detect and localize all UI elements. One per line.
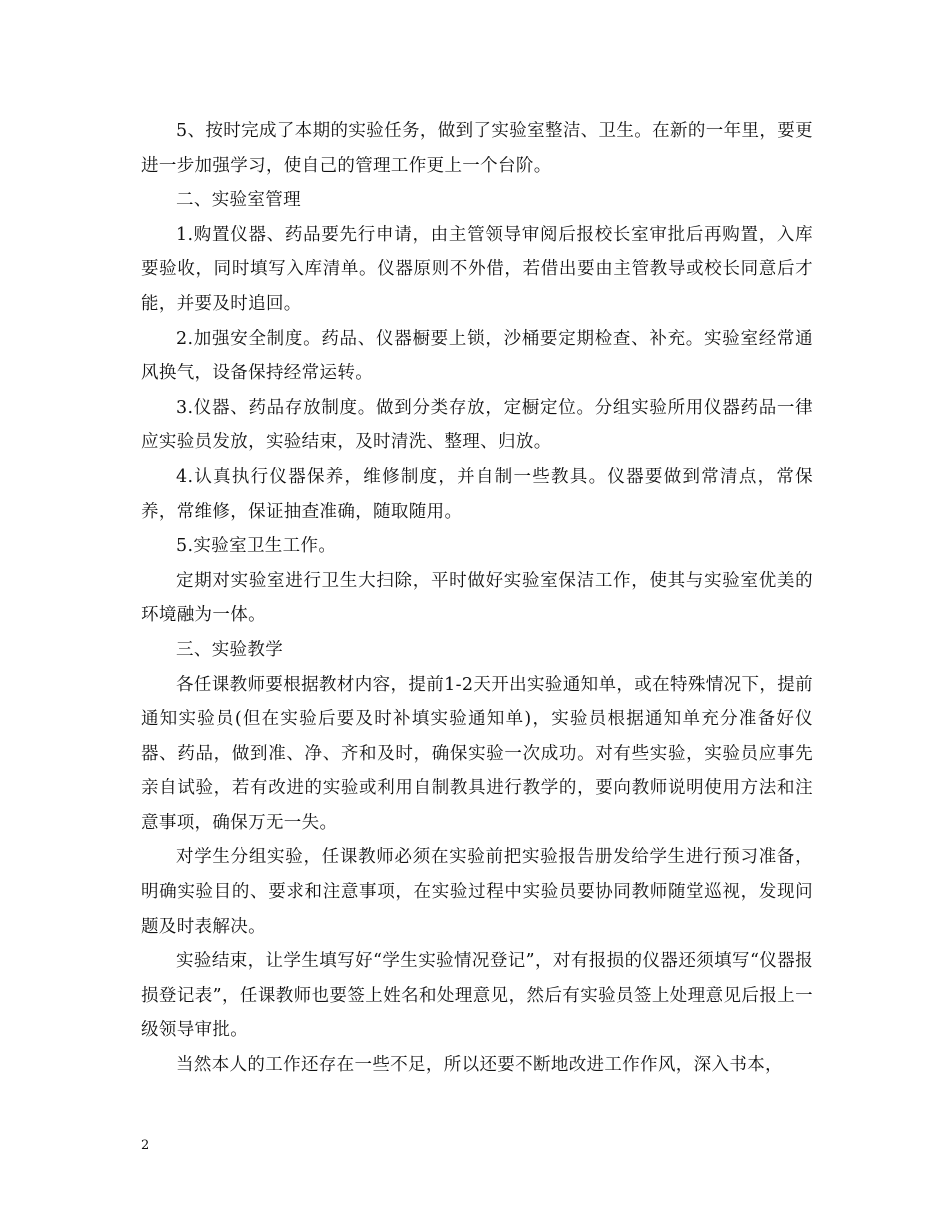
page-number: 2 <box>141 1138 150 1153</box>
paragraph-summary-item-5: 5、按时完成了本期的实验任务，做到了实验室整洁、卫生。在新的一年里，要更进一步加强学习，使自己的管理工作更上一个台阶。 <box>141 121 813 176</box>
paragraph-management-item-4: 4.认真执行仪器保养，维修制度，并自制一些教具。仪器要做到常清点，常保养，常维修，保证抽查准确，随取随用。 <box>141 466 813 522</box>
paragraph-experiment-records: 实验结束，让学生填写好“学生实验情况登记”，对有报损的仪器还须填写“仪器报损登记表”，任课教师也要签上姓名和处理意见，然后有实验员签上处理意见后报上一级领导审批。 <box>141 951 813 1041</box>
paragraph-group-experiments: 对学生分组实验，任课教师必须在实验前把实验报告册发给学生进行预习准备，明确实验目的、要求和注意事项，在实验过程中实验员要协同教师随堂巡视，发现问题及时表解决。 <box>141 847 813 937</box>
document-body <box>141 114 813 1083</box>
paragraph-management-item-3: 3.仪器、药品存放制度。做到分类存放，定橱定位。分组实验所用仪器药品一律应实验员发放，实验结束，及时清洗、整理、归放。 <box>141 397 813 453</box>
paragraph-management-item-2: 2.加强安全制度。药品、仪器橱要上锁，沙桶要定期检查、补充。实验室经常通风换气，设备保持经常运转。 <box>141 328 813 384</box>
paragraph-improvement: 当然本人的工作还存在一些不足，所以还要不断地改进工作作风，深入书本， <box>176 1055 783 1076</box>
paragraph-management-item-5: 5.实验室卫生工作。 <box>176 536 337 557</box>
paragraph-lab-cleaning: 定期对实验室进行卫生大扫除，平时做好实验室保洁工作，使其与实验室优美的环境融为一体。 <box>141 570 813 626</box>
paragraph-teaching-preparation: 各任课教师要根据教材内容，提前1-2天开出实验通知单，或在特殊情况下，提前通知实验员(但在实验后要及时补填实验通知单)，实验员根据通知单充分准备好仪器、药品，做到准、净、齐和及时，确保实验一次成功。对有些实验，实验员应事先亲自试验，若有改进的实验或利用自制教具进行教学的，要向教师说明使用方法和注意事项，确保万无一失。 <box>141 674 813 833</box>
section-heading-lab-teaching: 三、实验教学 <box>176 639 284 660</box>
paragraph-management-item-1: 1.购置仪器、药品要先行申请，由主管领导审阅后报校长室审批后再购置，入库要验收，同时填写入库清单。仪器原则不外借，若借出要由主管教导或校长同意后才能，并要及时追回。 <box>141 224 813 314</box>
section-heading-lab-management: 二、实验室管理 <box>176 190 301 211</box>
